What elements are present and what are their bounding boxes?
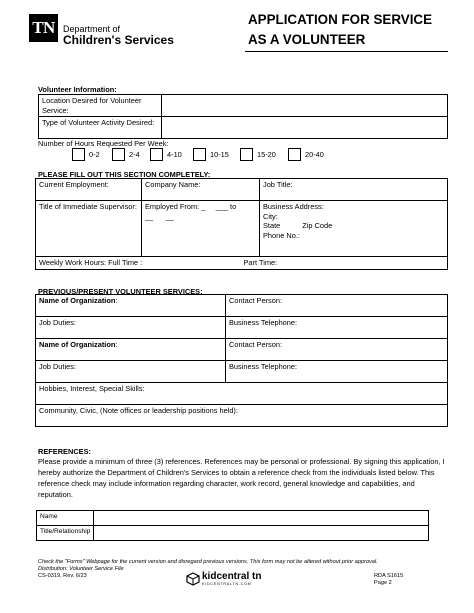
volunteer-services-heading: PREVIOUS/PRESENT VOLUNTEER SERVICES:	[38, 287, 203, 296]
business-telephone-cell-1[interactable]	[226, 317, 448, 339]
form-title-line2: AS A VOLUNTEER	[248, 32, 366, 47]
hours-option-15-20[interactable]	[240, 148, 276, 161]
job-duties-label: Job Duties:	[39, 362, 76, 371]
dept-line1: Department of	[63, 24, 121, 34]
org-name-colon: :	[115, 296, 118, 305]
state-zip-row	[263, 221, 444, 231]
kidcentral-url: KIDCENTRALTN.COM	[202, 582, 252, 586]
tn-logo: TN	[29, 14, 58, 42]
hours-option-label: 4-10	[167, 150, 182, 159]
title-divider	[245, 51, 448, 52]
reference-name-label: Name	[37, 511, 94, 526]
checkbox-icon[interactable]	[288, 148, 301, 161]
job-duties-cell-1[interactable]	[36, 317, 226, 339]
kidcentral-cube-icon	[186, 572, 200, 586]
contact-person-cell-1[interactable]	[226, 295, 448, 317]
references-table	[36, 510, 429, 541]
weekly-hours-label: Weekly Work Hours: Full Time :	[39, 258, 143, 267]
footer-form-code: CS-0319, Rev. 6/23	[38, 573, 87, 579]
business-telephone-label: Business Telephone:	[229, 362, 298, 371]
current-employment-cell[interactable]	[36, 179, 142, 201]
hours-label: Number of Hours Requested Per Week:	[38, 139, 169, 148]
company-name-cell[interactable]	[142, 179, 260, 201]
employment-table	[35, 178, 448, 270]
references-heading: REFERENCES:	[38, 447, 91, 456]
business-address-label: Business Address:	[263, 202, 324, 211]
org-name-colon: :	[115, 340, 118, 349]
org-name-label: Name of Organization	[39, 340, 116, 349]
hobbies-cell[interactable]	[36, 383, 448, 405]
org-name-cell-2[interactable]	[36, 339, 226, 361]
footer-distribution: Distribution: Volunteer Service File	[38, 566, 124, 572]
checkbox-icon[interactable]	[72, 148, 85, 161]
activity-label: Type of Volunteer Activity Desired:	[39, 117, 162, 139]
footer-page: Page 2	[374, 580, 392, 586]
community-label: Community, Civic, (Note offices or leadership positions held):	[39, 406, 238, 415]
job-title-cell[interactable]	[260, 179, 448, 201]
footer-rda: RDA S1615	[374, 573, 404, 579]
hours-option-2-4[interactable]	[112, 148, 140, 161]
job-title-label: Job Title:	[263, 180, 293, 189]
city-label: City:	[263, 211, 278, 221]
activity-field[interactable]	[162, 117, 448, 139]
business-telephone-label: Business Telephone:	[229, 318, 298, 327]
hours-option-0-2[interactable]	[72, 148, 100, 161]
hours-option-label: 15-20	[257, 150, 276, 159]
location-label: Location Desired for Volunteer Service:	[39, 95, 162, 117]
job-duties-cell-2[interactable]	[36, 361, 226, 383]
kidcentral-logo	[186, 572, 261, 586]
hours-option-10-15[interactable]	[193, 148, 229, 161]
checkbox-icon[interactable]	[112, 148, 125, 161]
org-name-label: Name of Organization	[39, 296, 116, 305]
org-name-cell-1[interactable]	[36, 295, 226, 317]
supervisor-cell[interactable]	[36, 201, 142, 257]
employed-from-label: Employed From: _ ___ to	[145, 202, 237, 211]
hours-option-4-10[interactable]	[150, 148, 182, 161]
weekly-hours-cell[interactable]	[36, 257, 260, 270]
part-time-label: Part Time:	[243, 258, 278, 267]
phone-label: Phone No.:	[263, 230, 300, 240]
form-title	[248, 10, 432, 50]
checkbox-icon[interactable]	[193, 148, 206, 161]
business-address-cell[interactable]	[260, 201, 448, 257]
employment-heading: PLEASE FILL OUT THIS SECTION COMPLETELY:	[38, 170, 211, 179]
current-employment-label: Current Employment:	[39, 180, 109, 189]
form-title-line1: APPLICATION FOR SERVICE	[248, 12, 433, 27]
hours-option-label: 2-4	[129, 150, 140, 159]
reference-relationship-field[interactable]	[94, 526, 429, 541]
state-label: State	[263, 221, 281, 230]
community-cell[interactable]	[36, 405, 448, 427]
location-field[interactable]	[162, 95, 448, 117]
hours-option-label: 20-40	[305, 150, 324, 159]
hours-option-label: 0-2	[89, 150, 100, 159]
references-body: Please provide a minimum of three (3) references. References may be personal or professional. By signing this application, I hereby authorize the Department of Children's Services to obtain a reference check from the individuals listed below. This reference check may include information regarding character, work record, general knowledge and capabilities, and reputation.	[38, 457, 445, 499]
checkbox-icon[interactable]	[240, 148, 253, 161]
business-telephone-cell-2[interactable]	[226, 361, 448, 383]
supervisor-label: Title of Immediate Supervisor:	[39, 202, 137, 211]
hobbies-label: Hobbies, Interest, Special Skills:	[39, 384, 145, 393]
checkbox-icon[interactable]	[150, 148, 163, 161]
kidcentral-brand: kidcentral tn	[202, 571, 262, 582]
volunteer-info-table	[38, 94, 448, 139]
part-time-cell[interactable]	[243, 257, 448, 270]
volunteer-services-table	[35, 294, 448, 427]
employed-from-cell[interactable]	[142, 201, 260, 257]
company-name-label: Company Name:	[145, 180, 201, 189]
contact-person-label: Contact Person:	[229, 296, 282, 305]
contact-person-cell-2[interactable]	[226, 339, 448, 361]
volunteer-info-heading: Volunteer Information:	[38, 85, 117, 94]
zip-label: Zip Code	[302, 221, 333, 230]
employed-from-line2: __ __	[145, 211, 174, 221]
reference-relationship-label: Title/Relationship	[37, 526, 94, 541]
contact-person-label: Contact Person:	[229, 340, 282, 349]
reference-name-field[interactable]	[94, 511, 429, 526]
dept-line2: Children's Services	[63, 33, 174, 47]
job-duties-label: Job Duties:	[39, 318, 76, 327]
footer-note: Check the "Forms" Webpage for the current version and disregard previous versions. This form may not be altered without prior approval.	[38, 559, 378, 565]
hours-option-20-40[interactable]	[288, 148, 324, 161]
hours-option-label: 10-15	[210, 150, 229, 159]
